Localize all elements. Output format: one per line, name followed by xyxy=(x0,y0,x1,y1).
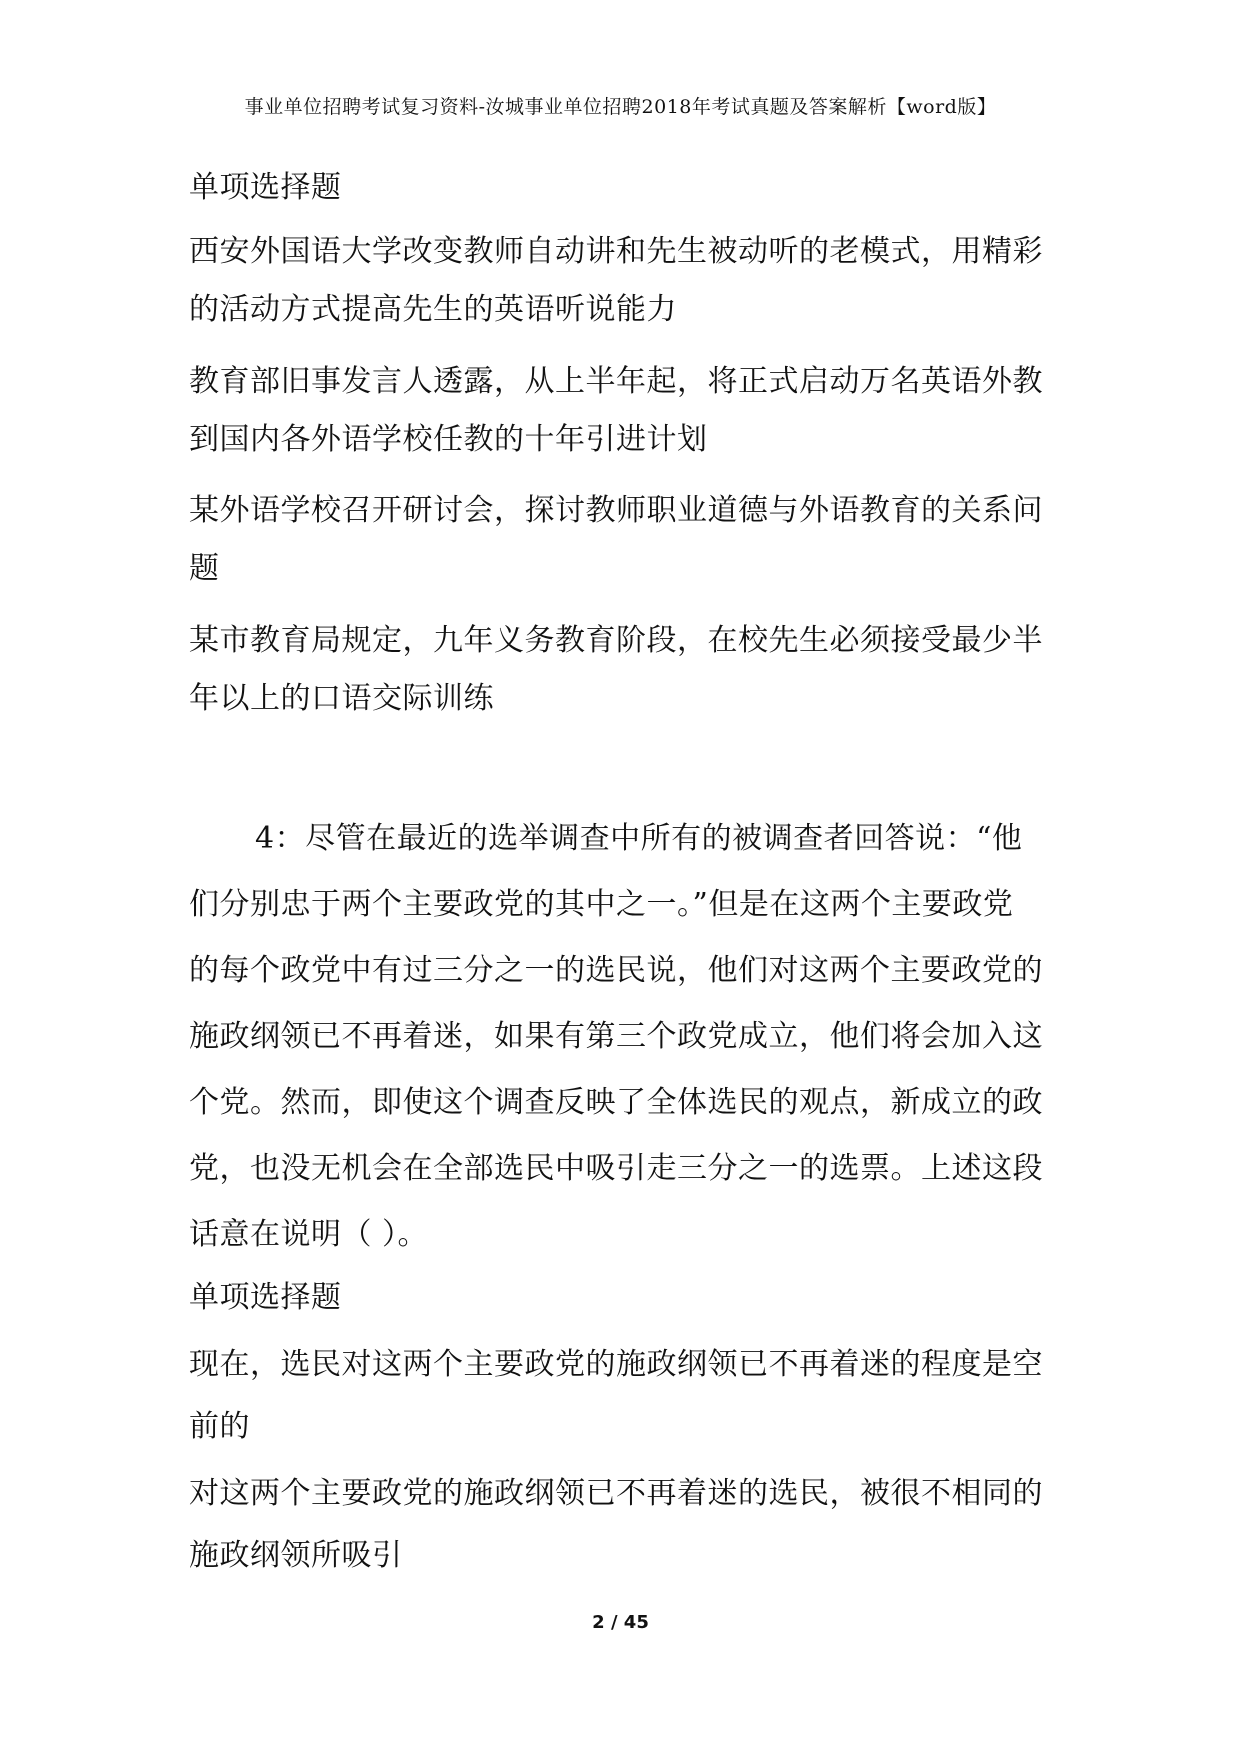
question-4-stem-line-6: 党，也没无机会在全部选民中吸引走三分之一的选票。上述这段 xyxy=(189,1151,1043,1186)
question-4-stem-line-7: 话意在说明（ ）。 xyxy=(189,1217,429,1252)
question-type-label: 单项选择题 xyxy=(189,170,342,205)
option-c-line-1: 某外语学校召开研讨会，探讨教师职业道德与外语教育的关系问 xyxy=(189,493,1043,528)
page-number: 2 / 45 xyxy=(592,1612,649,1633)
option-c-line-2: 题 xyxy=(189,551,220,586)
option-a-line-2: 前的 xyxy=(189,1409,250,1444)
option-a-line-1: 现在，选民对这两个主要政党的施政纲领已不再着迷的程度是空 xyxy=(189,1347,1043,1382)
option-b-line-1: 对这两个主要政党的施政纲领已不再着迷的选民，被很不相同的 xyxy=(189,1476,1043,1511)
option-a-line-1: 西安外国语大学改变教师自动讲和先生被动听的老模式，用精彩 xyxy=(189,234,1043,269)
option-a-line-2: 的活动方式提高先生的英语听说能力 xyxy=(189,292,677,327)
question-4-stem-line-4: 施政纲领已不再着迷，如果有第三个政党成立，他们将会加入这 xyxy=(189,1019,1043,1054)
option-b-line-2: 到国内各外语学校任教的十年引进计划 xyxy=(189,422,708,457)
option-b-line-2: 施政纲领所吸引 xyxy=(189,1538,403,1573)
page-header: 事业单位招聘考试复习资料-汝城事业单位招聘2018年考试真题及答案解析【word版】 xyxy=(244,96,997,118)
question-4-stem-line-1: 4：尽管在最近的选举调查中所有的被调查者回答说：“他 xyxy=(255,821,1023,856)
question-4-stem-line-3: 的每个政党中有过三分之一的选民说，他们对这两个主要政党的 xyxy=(189,953,1043,988)
option-d-line-2: 年以上的口语交际训练 xyxy=(189,681,494,716)
option-b-line-1: 教育部旧事发言人透露，从上半年起，将正式启动万名英语外教 xyxy=(189,364,1043,399)
question-type-label: 单项选择题 xyxy=(189,1280,342,1315)
question-4-stem-line-2: 们分别忠于两个主要政党的其中之一。”但是在这两个主要政党 xyxy=(189,887,1014,922)
question-4-stem-line-5: 个党。然而，即使这个调查反映了全体选民的观点，新成立的政 xyxy=(189,1085,1043,1120)
option-d-line-1: 某市教育局规定，九年义务教育阶段，在校先生必须接受最少半 xyxy=(189,623,1043,658)
